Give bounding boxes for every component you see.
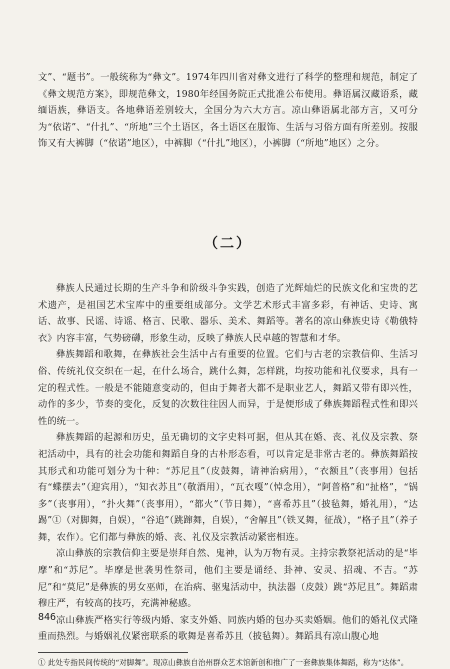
paragraph: 彝族舞蹈的起源和历史，虽无确切的文字史料可据，但从其在婚、丧、礼仪及宗教、祭祀活动中，具有的社会功能和舞蹈自身的古朴形态看，可以肯定是非常古老的。彝族舞蹈按其形式和功能可划分为十种：“苏尼且”（皮鼓舞，请神治病用），“衣额且”（丧事用）包括有“蝶摆去”（迎宾用），“知衣苏且”（敬酒用），“瓦衣嘎”（悼念用），“阿普格”和“扯格”，“锅多”（丧事用），“扑火舞”（丧事用），“都火”（节日舞），“喜希苏且”（披毡舞，婚礼用），“达踢”①（对脚舞，自娱），“谷追”（跳蹿舞，自娱），“舍解且”（铁叉舞，征战），“格子且”（养子舞，农作）。它们都与彝族的婚、丧、礼仪及宗教活动紧密相连。 bbox=[38, 432, 418, 543]
paragraph: 凉山彝族的宗教信仰主要是崇拜自然、鬼神，认为万物有灵。主持宗教祭祀活动的是“毕摩”和“苏尼”。毕摩是世袭男性祭司，他们主要是诵经、卦神、安灵、招魂、不吉。“苏尼”和“莫尼”是彝族的男女巫师，在治病、驱鬼活动中，执法器（皮鼓）跳“苏尼且”。舞蹈肃穆庄严，有较高的技巧，充满神秘感。 bbox=[38, 548, 418, 610]
paragraph: 文”、“题书”。一般统称为“彝文”。1974年四川省对彝文进行了科学的整理和规范，制定了《彝文规范方案》，即规范彝文，1980年经国务院正式批准公布使用。彝语属汉藏语系，藏缅语族，彝语支。各地彝语差别较大，全国分为六大方言。凉山彝语属北部方言，又可分为“依诺”、“什扎”、“所地”三个土语区，各土语区在服饰、生活与习俗方面有所差别。按服饰又有大裤脚（“依诺”地区），中裤脚（“什扎”地区），小裤脚（“所地”地区）之分。 bbox=[38, 72, 418, 150]
paragraph: 凉山彝族严格实行等级内婚、家支外婚、同族内婚的包办买卖婚姻。他们的婚礼仪式隆重而热烈。与婚姻礼仪紧密联系的歌舞是喜希苏且（披毡舞）。舞蹈具有凉山腹心地 bbox=[38, 614, 418, 643]
page-number: 846 bbox=[38, 612, 57, 623]
footnote-divider bbox=[38, 652, 188, 653]
paragraph: 彝族舞蹈和歌舞，在彝族社会生活中占有重要的位置。它们与古老的宗教信仰、生活习俗、传统礼仪交织在一起，在什么场合，跳什么舞，怎样跳，均按功能和礼仪要求，具有一定的程式性。一般是不能随意变动的，但由于舞者大都不是职业艺人，舞蹈又带有即兴性，动作的多少，节奏的变化，反复的次数往往因人而异，于是便形成了彝族舞蹈程式性和即兴性的统一。 bbox=[38, 349, 418, 427]
footnote: ① 此处专指民间传统的“对脚舞”。现凉山彝族自治州群众艺术馆新创和推广了一套彝族集体舞蹈，称为“达体”。 bbox=[38, 658, 409, 668]
paragraph: 彝族人民通过长期的生产斗争和阶级斗争实践，创造了光辉灿烂的民族文化和宝贵的艺术遗产，是祖国艺术宝库中的重要组成部分。文学艺术形式丰富多彩，有神话、史诗、寓话、故事、民谣、诗谣、格言、民歌、器乐、美术、舞蹈等。著名的凉山彝族史诗《勒俄特衣》内容丰富，气势磅礴，形象生动，反映了彝族人民卓越的智慧和才华。 bbox=[38, 282, 418, 344]
document-page bbox=[38, 70, 418, 669]
section-title: （二） bbox=[204, 235, 252, 252]
